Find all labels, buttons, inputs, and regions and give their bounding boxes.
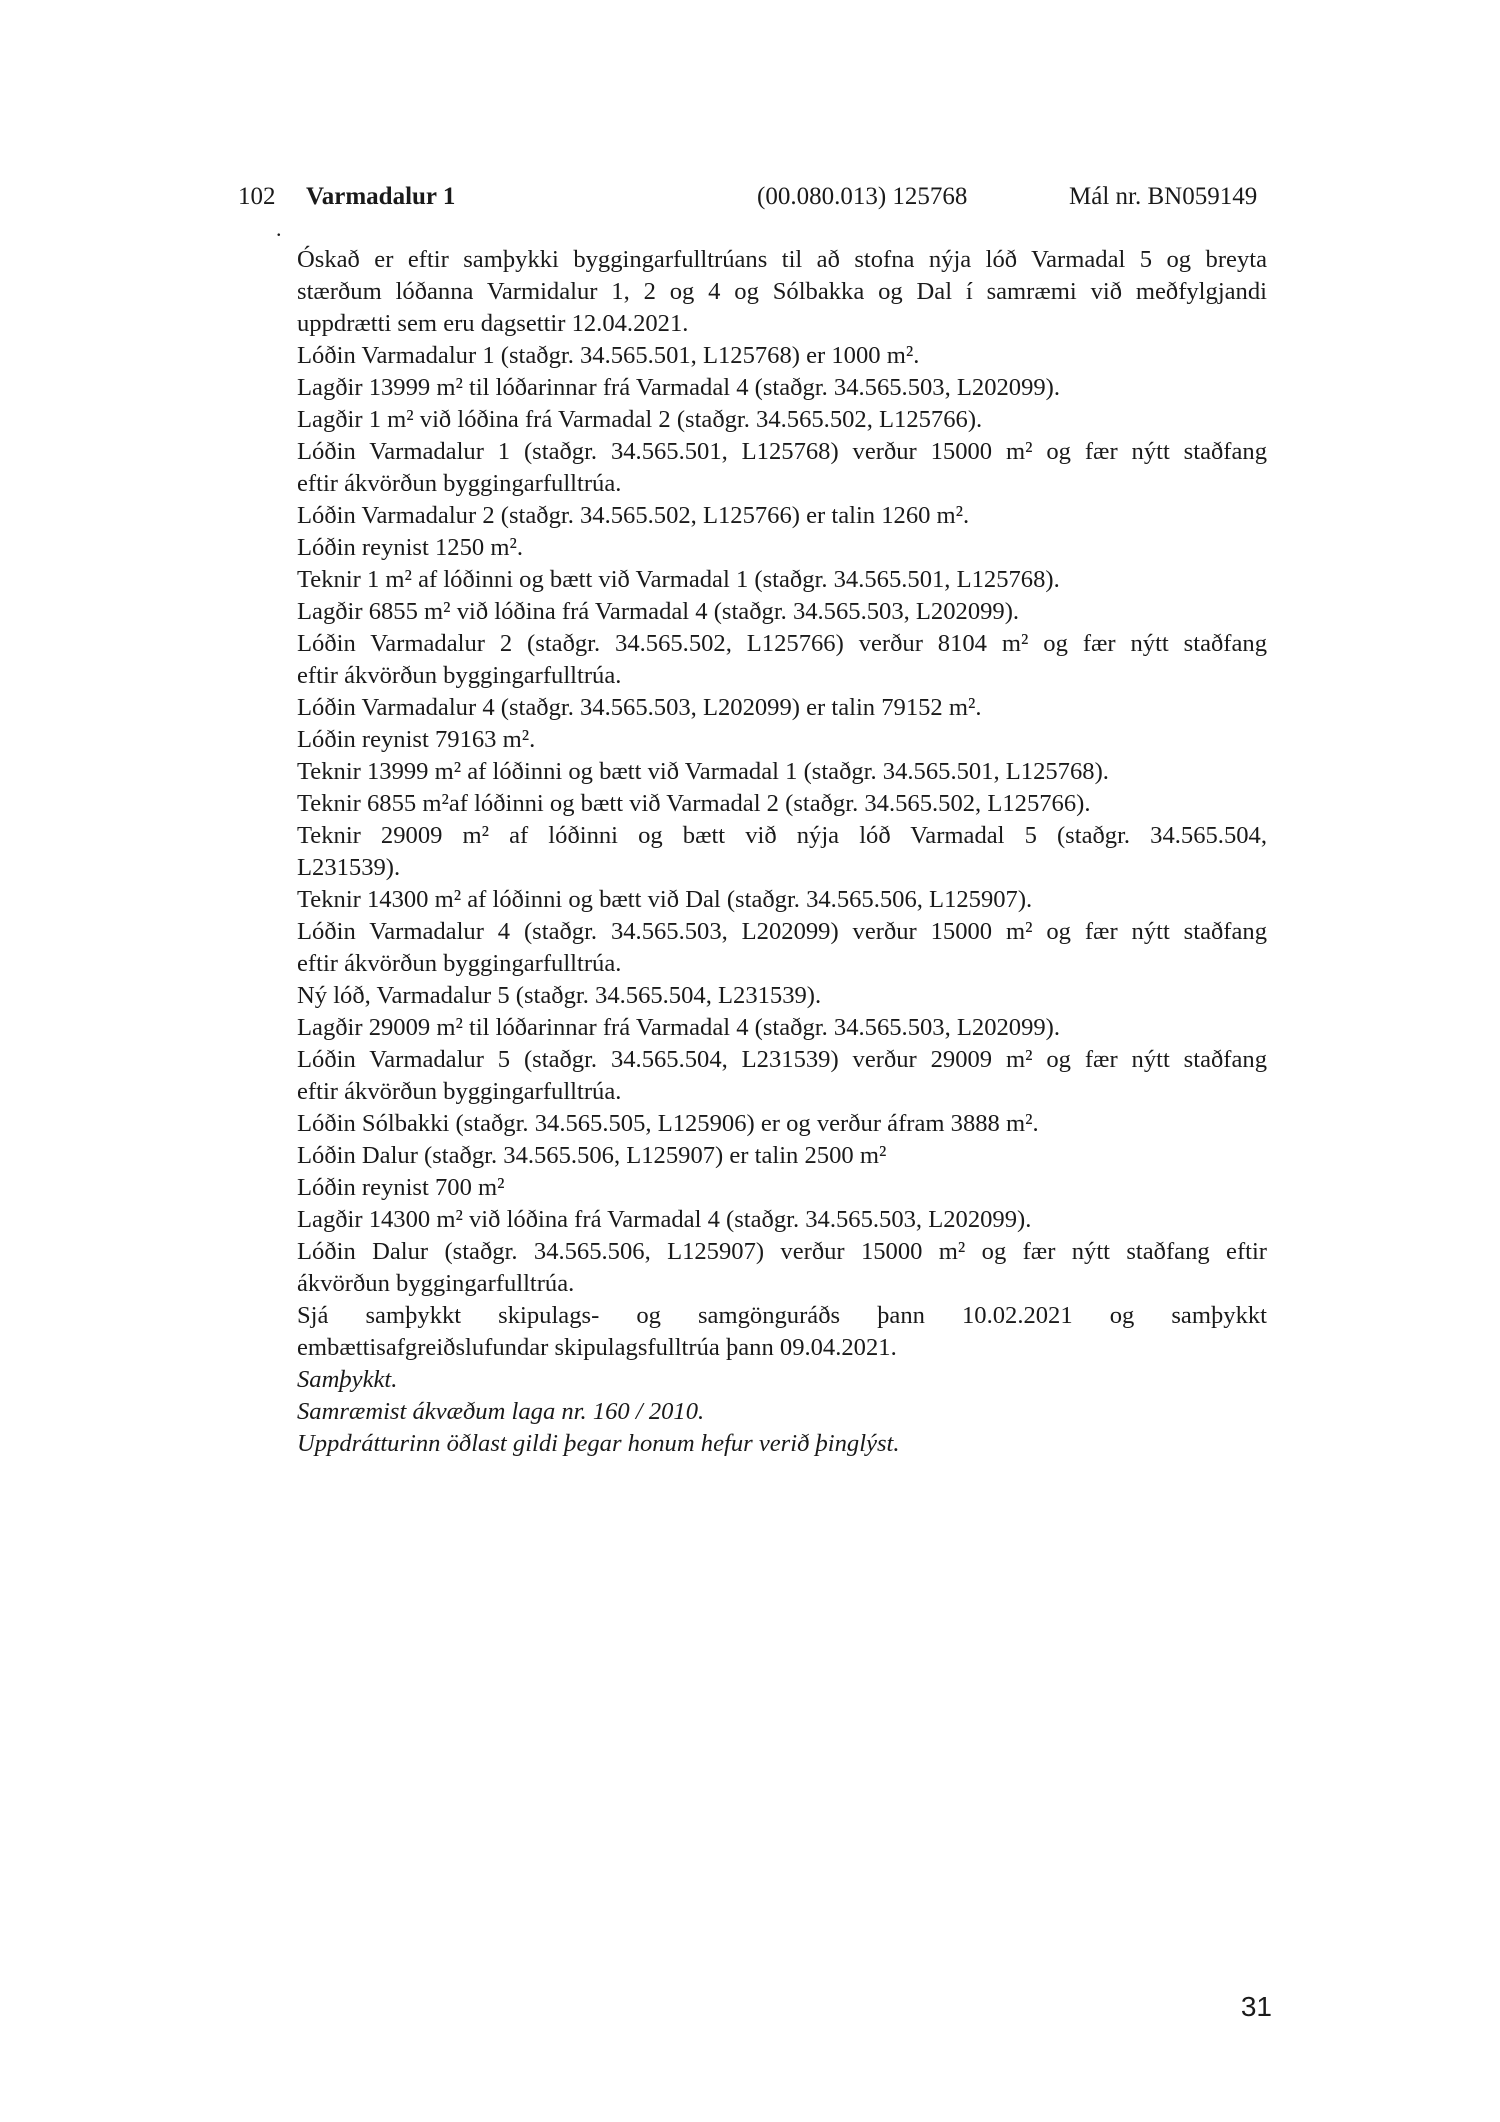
body-line: Lagðir 1 m² við lóðina frá Varmadal 2 (staðgr. 34.565.502, L125766). bbox=[297, 406, 983, 433]
case-reference: Mál nr. BN059149 bbox=[1069, 183, 1258, 210]
decision-verdict: Samþykkt. bbox=[297, 1366, 398, 1393]
body-line: Lóðin Varmadalur 2 (staðgr. 34.565.502, L125766) er talin 1260 m². bbox=[297, 502, 970, 529]
body-line: L231539). bbox=[297, 854, 401, 881]
body-line: Teknir 29009 m² af lóðinni og bætt við nýja lóð Varmadal 5 (staðgr. 34.565.504, bbox=[297, 822, 1267, 849]
body-line: Lóðin Dalur (staðgr. 34.565.506, L125907) er talin 2500 m² bbox=[297, 1142, 887, 1169]
body-line: Teknir 1 m² af lóðinni og bætt við Varmadal 1 (staðgr. 34.565.501, L125768). bbox=[297, 566, 1060, 593]
body-line: Teknir 13999 m² af lóðinni og bætt við Varmadal 1 (staðgr. 34.565.501, L125768). bbox=[297, 758, 1109, 785]
body-line: Sjá samþykkt skipulags- og samgönguráðs þann 10.02.2021 og samþykkt bbox=[297, 1302, 1267, 1329]
list-marker: . bbox=[276, 216, 282, 241]
body-line: Lagðir 14300 m² við lóðina frá Varmadal 4 (staðgr. 34.565.503, L202099). bbox=[297, 1206, 1032, 1233]
body-line: Lóðin Varmadalur 4 (staðgr. 34.565.503, L202099) er talin 79152 m². bbox=[297, 694, 982, 721]
page-number: 31 bbox=[1240, 1991, 1272, 2022]
body-line: Lóðin Varmadalur 5 (staðgr. 34.565.504, L231539) verður 29009 m² og fær nýtt staðfang bbox=[297, 1046, 1267, 1073]
body-line: Óskað er eftir samþykki byggingarfulltrúans til að stofna nýja lóð Varmadal 5 og breyta bbox=[297, 246, 1267, 273]
decision-law: Samræmist ákvæðum laga nr. 160 / 2010. bbox=[297, 1398, 705, 1425]
body-line: Lóðin Varmadalur 1 (staðgr. 34.565.501, L125768) er 1000 m². bbox=[297, 342, 920, 369]
body-line: stærðum lóðanna Varmidalur 1, 2 og 4 og Sólbakka og Dal í samræmi við meðfylgjandi bbox=[297, 278, 1267, 305]
body-line: Lóðin Varmadalur 4 (staðgr. 34.565.503, L202099) verður 15000 m² og fær nýtt staðfang bbox=[297, 918, 1267, 945]
body-line: Lóðin Varmadalur 2 (staðgr. 34.565.502, L125766) verður 8104 m² og fær nýtt staðfang bbox=[297, 630, 1267, 657]
body-line: ákvörðun byggingarfulltrúa. bbox=[297, 1270, 575, 1297]
case-header bbox=[0, 180, 1500, 214]
body-line: eftir ákvörðun byggingarfulltrúa. bbox=[297, 1078, 622, 1105]
body-line: Ný lóð, Varmadalur 5 (staðgr. 34.565.504, L231539). bbox=[297, 982, 822, 1009]
case-number: 102 bbox=[238, 183, 276, 210]
body-line: eftir ákvörðun byggingarfulltrúa. bbox=[297, 470, 622, 497]
body-line: Lóðin Sólbakki (staðgr. 34.565.505, L125906) er og verður áfram 3888 m². bbox=[297, 1110, 1039, 1137]
case-body bbox=[297, 244, 1267, 1460]
body-line: Lóðin Dalur (staðgr. 34.565.506, L125907) verður 15000 m² og fær nýtt staðfang eftir bbox=[297, 1238, 1267, 1265]
case-title: Varmadalur 1 bbox=[306, 183, 456, 210]
case-identifiers: (00.080.013) 125768 bbox=[757, 183, 968, 210]
body-line: Lóðin reynist 79163 m². bbox=[297, 726, 536, 753]
decision-note: Uppdrátturinn öðlast gildi þegar honum hefur verið þinglýst. bbox=[297, 1430, 900, 1457]
body-line: Lagðir 13999 m² til lóðarinnar frá Varmadal 4 (staðgr. 34.565.503, L202099). bbox=[297, 374, 1061, 401]
body-line: Lagðir 29009 m² til lóðarinnar frá Varmadal 4 (staðgr. 34.565.503, L202099). bbox=[297, 1014, 1061, 1041]
body-line: uppdrætti sem eru dagsettir 12.04.2021. bbox=[297, 310, 689, 337]
body-line: embættisafgreiðslufundar skipulagsfulltrúa þann 09.04.2021. bbox=[297, 1334, 897, 1361]
body-line: Lagðir 6855 m² við lóðina frá Varmadal 4 (staðgr. 34.565.503, L202099). bbox=[297, 598, 1020, 625]
body-line: Lóðin reynist 1250 m². bbox=[297, 534, 523, 561]
body-line: Teknir 14300 m² af lóðinni og bætt við Dal (staðgr. 34.565.506, L125907). bbox=[297, 886, 1033, 913]
body-line: Lóðin Varmadalur 1 (staðgr. 34.565.501, L125768) verður 15000 m² og fær nýtt staðfang bbox=[297, 438, 1267, 465]
body-line: eftir ákvörðun byggingarfulltrúa. bbox=[297, 950, 622, 977]
body-line: Teknir 6855 m²af lóðinni og bætt við Varmadal 2 (staðgr. 34.565.502, L125766). bbox=[297, 790, 1091, 817]
body-line: Lóðin reynist 700 m² bbox=[297, 1174, 505, 1201]
body-line: eftir ákvörðun byggingarfulltrúa. bbox=[297, 662, 622, 689]
